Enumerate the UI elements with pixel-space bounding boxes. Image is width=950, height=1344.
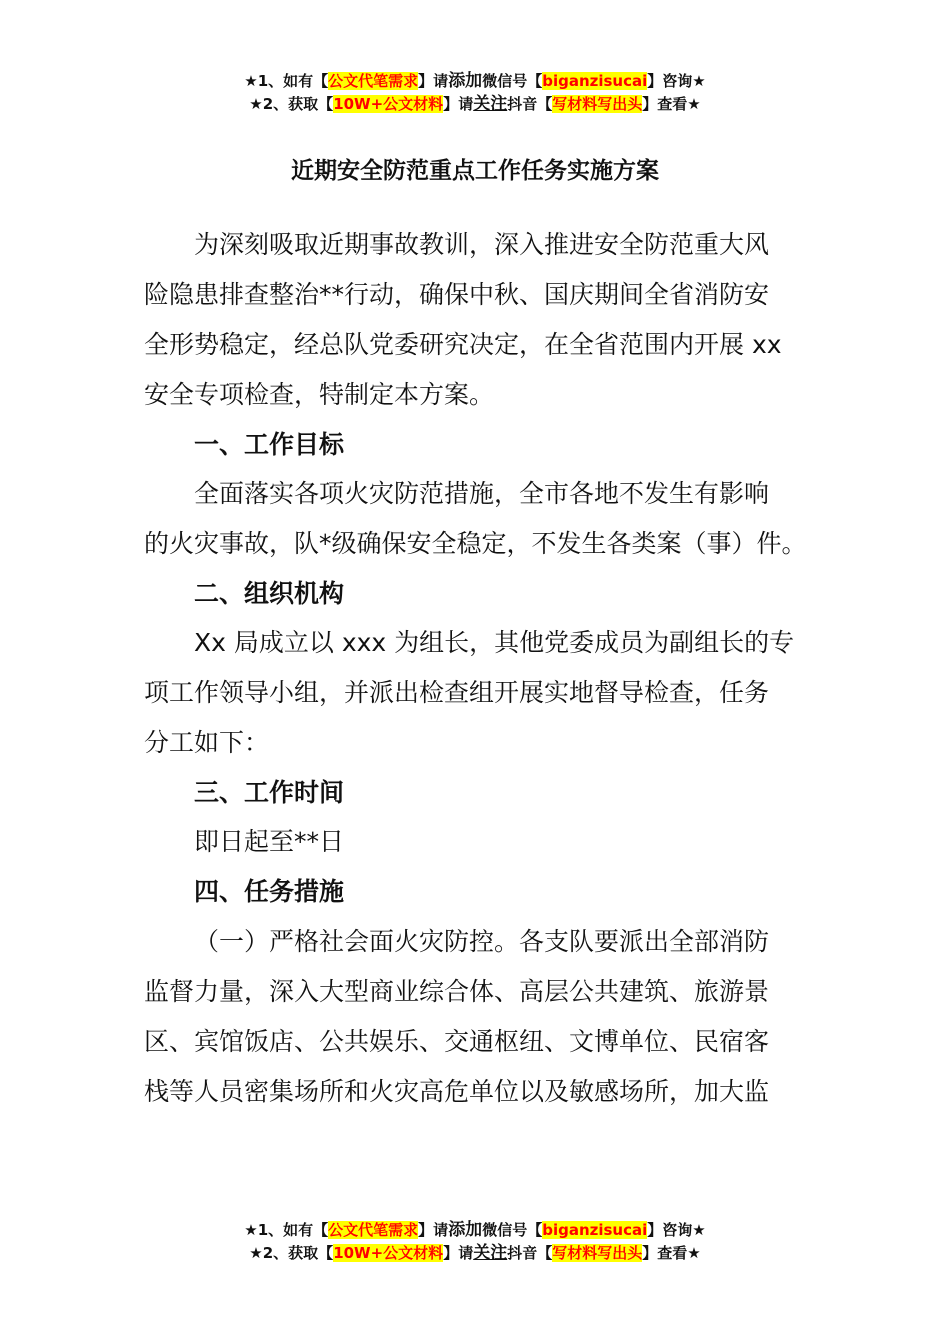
- ad-text: ★1、如有【: [244, 1221, 329, 1239]
- ad-text: 微信号【: [482, 1221, 543, 1239]
- section-heading: 四、任务措施: [194, 877, 345, 906]
- ad-text: 】请: [418, 1221, 449, 1239]
- paragraph-line: 安全专项检查，特制定本方案。: [144, 380, 495, 409]
- ad-line-2: [0, 1242, 950, 1265]
- section-heading: 一、工作目标: [194, 430, 345, 459]
- ad-text: ★1、如有【: [244, 72, 329, 90]
- ad-wechat-id: biganzisucai: [542, 1221, 648, 1239]
- ad-text: ★2、获取【: [249, 1244, 334, 1262]
- ad-text: 】请: [418, 72, 449, 90]
- ad-text: 】查看★: [642, 95, 701, 113]
- section-heading: 二、组织机构: [194, 579, 345, 608]
- ad-text: ★2、获取【: [249, 95, 334, 113]
- section1-paragraph: [144, 469, 824, 569]
- section3-paragraph: [144, 817, 824, 867]
- paragraph-line: 全面落实各项火灾防范措施，全市各地不发生有影响: [194, 479, 770, 508]
- paragraph-line: Xx 局成立以 xxx 为组长，其他党委成员为副组长的专: [194, 628, 795, 657]
- paragraph-line: 监督力量，深入大型商业综合体、高层公共建筑、旅游景: [144, 977, 770, 1006]
- intro-paragraph: [144, 220, 824, 420]
- ad-highlight: 10W+公文材料: [333, 95, 444, 113]
- paragraph-line: 为深刻吸取近期事故教训，深入推进安全防范重大风: [194, 230, 770, 259]
- ad-wechat-id: biganzisucai: [542, 72, 648, 90]
- ad-text: 抖音【: [507, 1244, 553, 1262]
- paragraph-line: 项工作领导小组，并派出检查组开展实地督导检查，任务: [144, 678, 770, 707]
- ad-line-2: [0, 93, 950, 116]
- paragraph-line: 的火灾事故，队*级确保安全稳定，不发生各类案（事）件。: [144, 529, 807, 558]
- paragraph-line: 区、宾馆饭店、公共娱乐、交通枢纽、文博单位、民宿客: [144, 1027, 770, 1056]
- ad-text: 】咨询★: [647, 72, 706, 90]
- ad-banner-top: [0, 70, 950, 116]
- ad-text: 】请: [443, 95, 474, 113]
- ad-highlight: 10W+公文材料: [333, 1244, 444, 1262]
- ad-emphasis: 关注: [473, 94, 508, 114]
- ad-emphasis: 添加: [448, 71, 483, 91]
- ad-line-1: [0, 1219, 950, 1242]
- ad-text: 】请: [443, 1244, 474, 1262]
- paragraph-line: 即日起至**日: [194, 827, 345, 856]
- ad-banner-bottom: [0, 1219, 950, 1265]
- ad-highlight: 公文代笔需求: [328, 72, 419, 90]
- section4-paragraph: [144, 917, 824, 1117]
- paragraph-line: 险隐患排查整治**行动，确保中秋、国庆期间全省消防安: [144, 280, 770, 309]
- paragraph-line: 分工如下：: [144, 728, 270, 757]
- ad-douyin-id: 写材料写出头: [552, 1244, 643, 1262]
- paragraph-line: 全形势稳定，经总队党委研究决定，在全省范围内开展 xx: [144, 330, 782, 359]
- ad-line-1: [0, 70, 950, 93]
- ad-douyin-id: 写材料写出头: [552, 95, 643, 113]
- ad-highlight: 公文代笔需求: [328, 1221, 419, 1239]
- paragraph-line: （一）严格社会面火灾防控。各支队要派出全部消防: [194, 927, 770, 956]
- paragraph-line: 栈等人员密集场所和火灾高危单位以及敏感场所，加大监: [144, 1077, 770, 1106]
- ad-text: 微信号【: [482, 72, 543, 90]
- ad-text: 】咨询★: [647, 1221, 706, 1239]
- ad-text: 】查看★: [642, 1244, 701, 1262]
- ad-emphasis: 添加: [448, 1220, 483, 1240]
- ad-text: 抖音【: [507, 95, 553, 113]
- section-heading: 三、工作时间: [194, 778, 345, 807]
- section2-paragraph: [144, 618, 824, 768]
- document-title: 近期安全防范重点工作任务实施方案: [291, 158, 659, 184]
- ad-emphasis: 关注: [473, 1243, 508, 1263]
